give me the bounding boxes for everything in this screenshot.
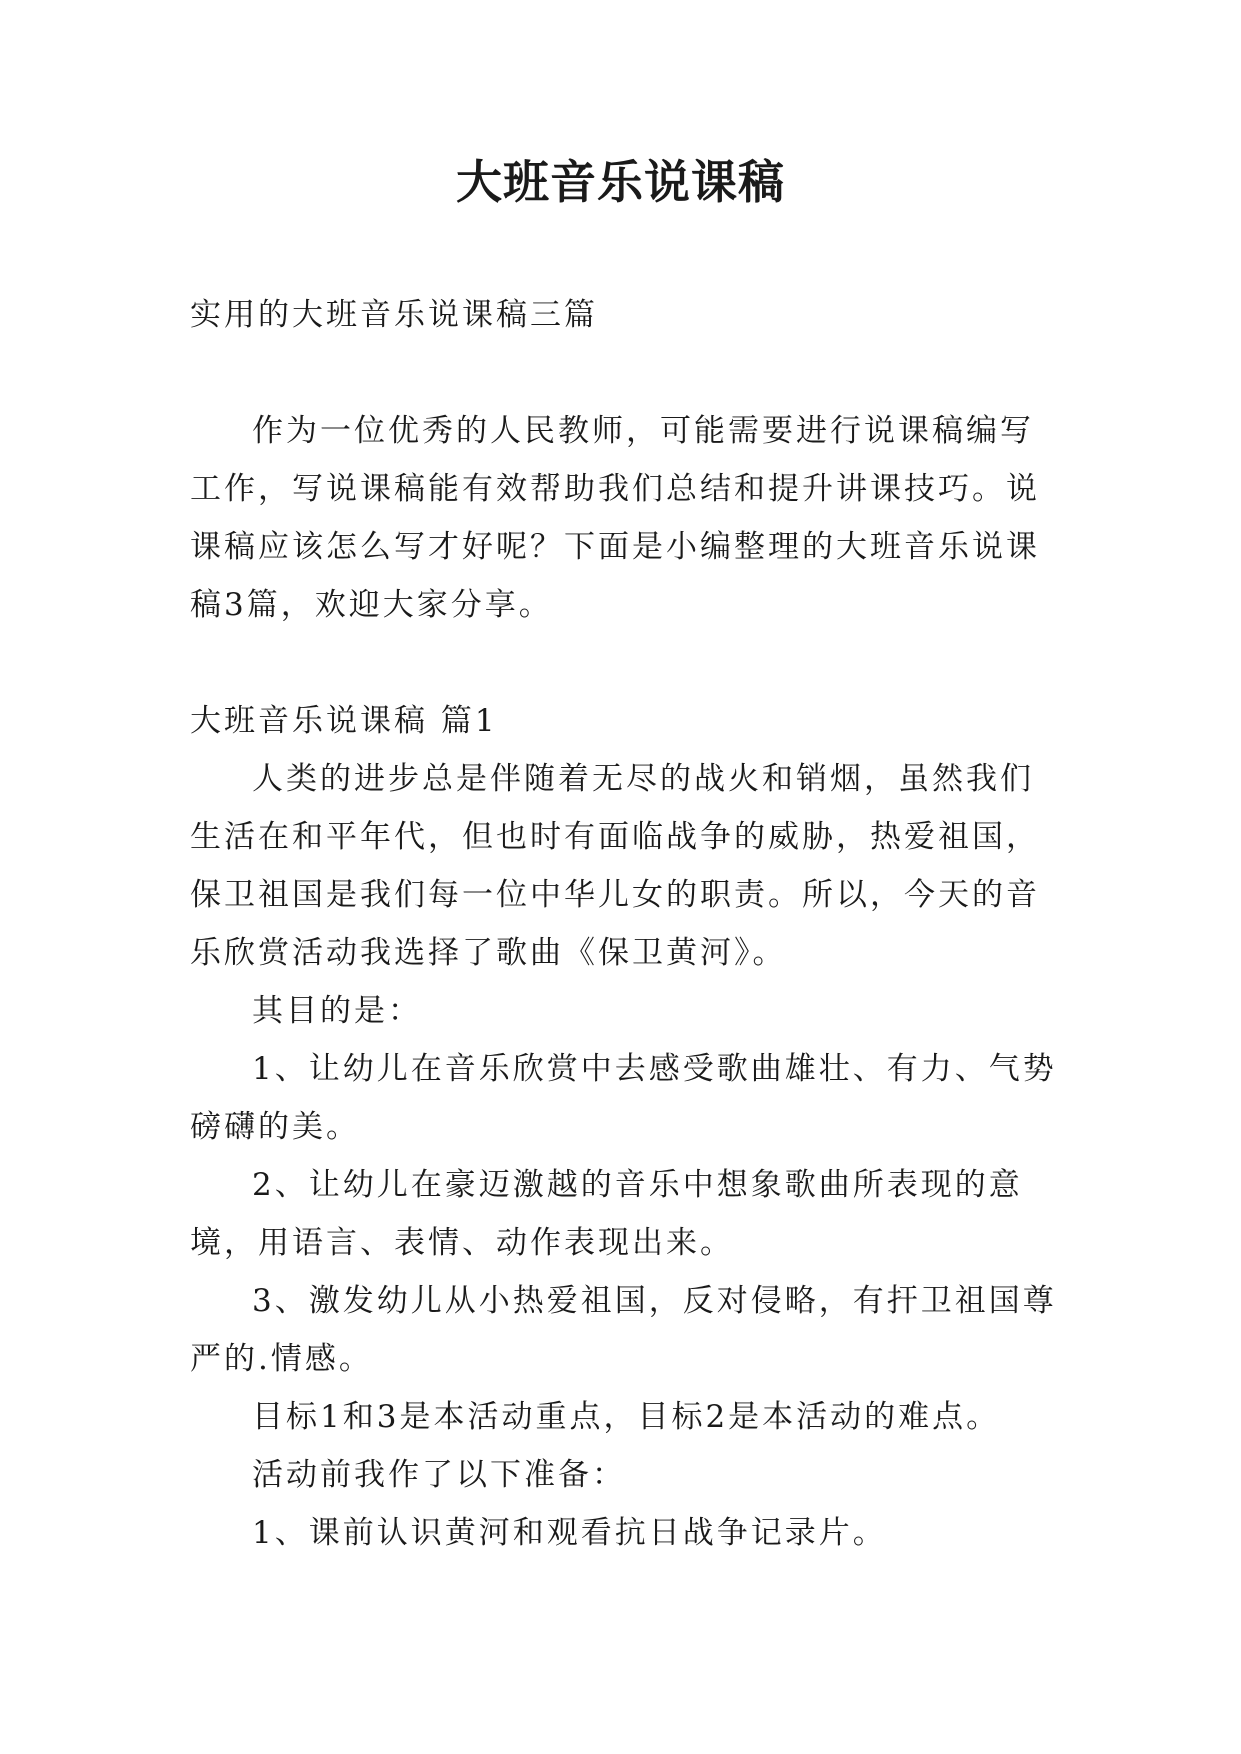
paragraph: 活动前我作了以下准备： (252, 1457, 626, 1493)
section-1 (190, 692, 1060, 1562)
section-heading: 大班音乐说课稿 篇1 (190, 703, 498, 739)
list-item: 3、激发幼儿从小热爱祖国，反对侵略，有扞卫祖国尊严的.情感。 (190, 1283, 1057, 1377)
intro-paragraph-block (190, 402, 1060, 634)
document-subtitle (190, 286, 1060, 344)
subtitle-text: 实用的大班音乐说课稿三篇 (190, 297, 598, 333)
paragraph: 人类的进步总是伴随着无尽的战火和销烟，虽然我们生活在和平年代，但也时有面临战争的威胁，热爱祖国，保卫祖国是我们每一位中华儿女的职责。所以，今天的音乐欣赏活动我选择了歌曲《保卫黄河》。 (190, 761, 1040, 971)
list-item: 1、让幼儿在音乐欣赏中去感受歌曲雄壮、有力、气势磅礴的美。 (190, 1051, 1057, 1145)
list-item: 1、课前认识黄河和观看抗日战争记录片。 (252, 1515, 887, 1551)
paragraph: 目标1和3是本活动重点，目标2是本活动的难点。 (252, 1399, 1001, 1435)
intro-paragraph: 作为一位优秀的人民教师，可能需要进行说课稿编写工作，写说课稿能有效帮助我们总结和提升讲课技巧。说课稿应该怎么写才好呢？下面是小编整理的大班音乐说课稿3篇，欢迎大家分享。 (190, 413, 1040, 623)
document-title: 大班音乐说课稿 (456, 155, 785, 209)
paragraph: 其目的是： (252, 993, 422, 1029)
list-item: 2、让幼儿在豪迈激越的音乐中想象歌曲所表现的意境，用语言、表情、动作表现出来。 (190, 1167, 1023, 1261)
